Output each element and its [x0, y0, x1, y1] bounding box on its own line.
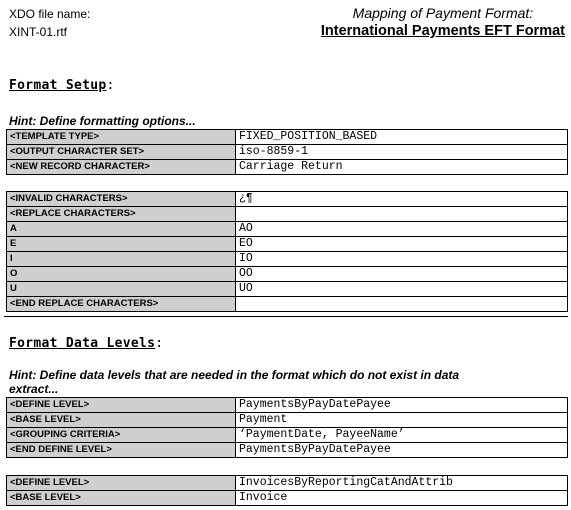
- define-level-table-1: [6, 397, 568, 458]
- format-setup-table: [6, 129, 568, 175]
- setting-value: iso-8859-1: [236, 145, 568, 160]
- document-title: [321, 4, 565, 40]
- table-row: [7, 207, 568, 222]
- setting-value: IO: [236, 252, 568, 267]
- xdo-file-info: [9, 5, 90, 41]
- setting-key: <GROUPING CRITERIA>: [7, 428, 236, 443]
- setting-value: EO: [236, 237, 568, 252]
- setting-key: <DEFINE LEVEL>: [7, 398, 236, 413]
- setting-key: A: [7, 222, 236, 237]
- setting-value: Invoice: [236, 491, 568, 506]
- setting-key: <DEFINE LEVEL>: [7, 476, 236, 491]
- define-level-table-2: [6, 475, 568, 506]
- format-data-levels-heading-colon: :: [155, 336, 164, 351]
- table-row: [7, 160, 568, 175]
- setting-value: FIXED_POSITION_BASED: [236, 130, 568, 145]
- setting-key: <OUTPUT CHARACTER SET>: [7, 145, 236, 160]
- xdo-file-name: XINT-01.rtf: [9, 25, 68, 39]
- setting-key: <END DEFINE LEVEL>: [7, 443, 236, 458]
- table-row: [7, 413, 568, 428]
- table-row: [7, 491, 568, 506]
- setting-value: Carriage Return: [236, 160, 568, 175]
- format-data-levels-heading: [9, 336, 163, 351]
- setting-value: [236, 297, 568, 312]
- xdo-file-label: XDO file name:: [9, 7, 91, 21]
- title-line-1: Mapping of Payment Format:: [352, 5, 534, 21]
- hint-line-2: extract...: [9, 382, 59, 396]
- table-row: [7, 130, 568, 145]
- setting-key: <REPLACE CHARACTERS>: [7, 207, 236, 222]
- setting-key: <TEMPLATE TYPE>: [7, 130, 236, 145]
- table-row: [7, 428, 568, 443]
- table-row: [7, 145, 568, 160]
- setting-value: OO: [236, 267, 568, 282]
- table-row: [7, 443, 568, 458]
- table-row: [7, 237, 568, 252]
- character-replacement-table: [6, 191, 568, 312]
- setting-value: PaymentsByPayDatePayee: [236, 398, 568, 413]
- table-row: [7, 192, 568, 207]
- setting-key: <BASE LEVEL>: [7, 413, 236, 428]
- format-setup-hint: Hint: Define formatting options...: [9, 114, 196, 128]
- setting-value: ‘PaymentDate, PayeeName’: [236, 428, 568, 443]
- setting-value: InvoicesByReportingCatAndAttrib: [236, 476, 568, 491]
- hint-line-1: Hint: Define data levels that are needed in the format which do not exist in data: [9, 368, 460, 382]
- format-setup-heading-colon: :: [106, 78, 115, 93]
- format-data-levels-heading-text: Format Data Levels: [9, 336, 156, 351]
- setting-key: <INVALID CHARACTERS>: [7, 192, 236, 207]
- setting-key: I: [7, 252, 236, 267]
- setting-key: <BASE LEVEL>: [7, 491, 236, 506]
- format-data-levels-hint: [9, 368, 459, 396]
- table-row: [7, 222, 568, 237]
- table-row: [7, 267, 568, 282]
- setting-value: PaymentsByPayDatePayee: [236, 443, 568, 458]
- setting-key: E: [7, 237, 236, 252]
- setting-value: ¿¶: [236, 192, 568, 207]
- setting-key: O: [7, 267, 236, 282]
- section-divider: [4, 316, 568, 317]
- format-setup-heading: [9, 78, 115, 93]
- title-line-2: International Payments EFT Format: [320, 23, 565, 39]
- setting-key: <END REPLACE CHARACTERS>: [7, 297, 236, 312]
- setting-value: UO: [236, 282, 568, 297]
- setting-key: <NEW RECORD CHARACTER>: [7, 160, 236, 175]
- table-row: [7, 476, 568, 491]
- table-row: [7, 297, 568, 312]
- setting-value: AO: [236, 222, 568, 237]
- table-row: [7, 398, 568, 413]
- table-row: [7, 282, 568, 297]
- table-row: [7, 252, 568, 267]
- setting-value: [236, 207, 568, 222]
- setting-key: U: [7, 282, 236, 297]
- setting-value: Payment: [236, 413, 568, 428]
- format-setup-heading-text: Format Setup: [9, 78, 107, 93]
